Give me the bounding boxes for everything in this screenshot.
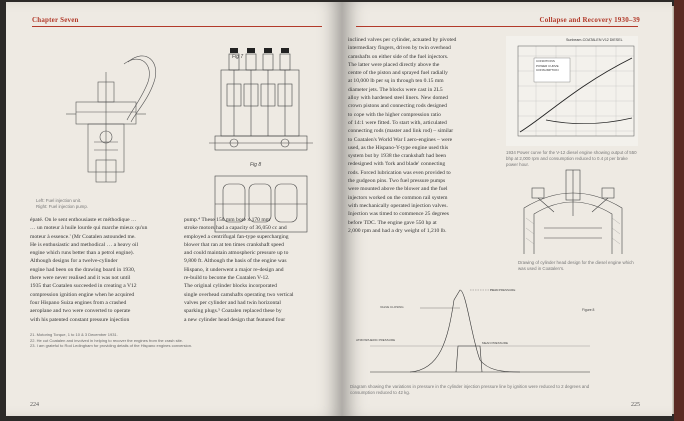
text-line: 9,800 ft. Although the basis of the engine was bbox=[184, 258, 287, 265]
diagram-label-atmospheric: ATMOSPHERIC PRESSURE bbox=[356, 338, 396, 342]
footnotes bbox=[30, 332, 320, 349]
text-line: rods. Forced lubrication was even provided to bbox=[348, 169, 451, 176]
text-line: … un moteur à huile lourde qui marche mieux qu'un bbox=[30, 225, 148, 232]
text-line: system but by 1938 the crankshaft had been bbox=[348, 153, 447, 160]
text-line: moteur à essence.' (Mr Coatalen astounded me. bbox=[30, 233, 136, 240]
header-rule bbox=[32, 26, 322, 27]
text-line: diameter jets. The blocks were cast in 2L5 bbox=[348, 86, 443, 93]
diagram-label-mean: MEAN PRESSURE bbox=[482, 341, 509, 345]
text-line: inclined valves per cylinder, actuated by pivoted bbox=[348, 37, 457, 43]
text-line: single overhead camshafts operating two vertical bbox=[184, 291, 294, 298]
footnote: 21. Motoring Torque, 1 to 10 & 3 December 1931. bbox=[30, 332, 118, 337]
fuel-injection-pump-patent-drawing bbox=[201, 40, 321, 240]
text-line: four Hispano Suiza engines from a crashed bbox=[30, 299, 127, 306]
text-line: to cope with the higher compression ratio bbox=[348, 111, 441, 118]
text-line: Hispano, it underwent a major re-design and bbox=[184, 266, 284, 273]
text-line: with his patented constant pressure injection bbox=[30, 316, 130, 323]
chart-title: Sunbeam-COATALEN V12 DIESEL bbox=[566, 38, 623, 42]
text-line: the gudgeon pins. Two fuel pressure pumps bbox=[348, 178, 446, 185]
text-line: used, as the Hispano-Y-type engine used this bbox=[348, 144, 449, 151]
text-line: 1935 that Coatalen succeeded in creating a V12 bbox=[30, 283, 137, 290]
footnote: 23. I am grateful to Rod Ledingham for providing details of the Hispano engines conversion. bbox=[30, 343, 193, 349]
text-line: Although designs for a twelve-cylinder bbox=[30, 258, 118, 265]
text-line: there were never realised and it was not until bbox=[30, 275, 131, 282]
text-line: The original cylinder blocks incorporated bbox=[184, 283, 277, 290]
cylinder-caption: Drawing of cylinder head design for the diesel engine which was used in Coatalen's. bbox=[518, 260, 634, 271]
text-line: blower that ran at ten times crankshaft speed bbox=[184, 241, 284, 248]
text-line: pump.⁴ These 150 mm bore x 170 mm bbox=[184, 217, 271, 223]
text-line: were mounted above the blower and the fuel bbox=[348, 186, 448, 193]
chart-caption: 1934 Power curve for the V-12 diesel engine showing output of 550 bhp at 2,000 rpm and consumption reduced to 0.4 pt per brake power hour. bbox=[506, 150, 637, 167]
diagram-figure-label: Figure 8 bbox=[582, 308, 595, 312]
book-spread bbox=[6, 2, 680, 418]
text-line: of 14:1 were fitted. To start with, articulated bbox=[348, 119, 447, 126]
text-line: sparking plugs.⁵ Coatalen replaced these by bbox=[184, 308, 282, 315]
text-line: engine had been on the drawing board in 1930, bbox=[30, 266, 136, 273]
injection-figure-caption: Left: Fuel injection unit. Right: Fuel injection pump. bbox=[36, 198, 88, 209]
page-number-right: 225 bbox=[631, 402, 640, 408]
left-page bbox=[6, 2, 342, 416]
text-line: compression ignition engine when he acquired bbox=[30, 291, 135, 298]
legend-item: CONSUMPTION bbox=[536, 68, 559, 73]
text-line: épaté. On le sent enthousiaste et méthodique … bbox=[30, 217, 137, 223]
text-line: He is enthusiastic and methodical … a heavy oil bbox=[30, 241, 139, 248]
chart-legend bbox=[536, 59, 559, 73]
text-line: alloy with hardened steel liners. New domed bbox=[348, 95, 448, 102]
text-line: redesigned with 'fork and blade' connecting bbox=[348, 161, 446, 168]
right-page-body bbox=[348, 36, 498, 235]
chapter-header-right: Collapse and Recovery 1930–39 bbox=[539, 16, 640, 24]
diagram-label-valve-closing: VALVE CLOSING bbox=[380, 305, 404, 309]
text-line: connecting rods (master and link rod) – similar bbox=[348, 128, 454, 135]
chapter-header: Chapter Seven bbox=[32, 16, 79, 24]
text-line: The latter were placed directly above the bbox=[348, 61, 440, 68]
text-line: at 10,000 lb per sq in through ten 0.15 mm bbox=[348, 78, 444, 85]
pressure-diagram bbox=[350, 280, 640, 380]
text-line: centre of the piston and sprayed fuel radially bbox=[348, 70, 448, 77]
right-column-text bbox=[184, 216, 324, 324]
text-line: injectors worked on the common rail system bbox=[348, 194, 448, 201]
text-line: a new cylinder head design that featured four bbox=[184, 316, 286, 323]
text-line: intermediary fingers, driven by twin overhead bbox=[348, 45, 451, 52]
text-line: valves per cylinder and had twin horizontal bbox=[184, 299, 281, 306]
text-line: and could maintain atmospheric pressure up to bbox=[184, 250, 289, 257]
text-line: employed a centrifugal fan-type supercharging bbox=[184, 233, 289, 240]
text-line: 2,000 rpm and had a dry weight of 1,210 lb. bbox=[348, 227, 447, 234]
text-line: with mechanically operated injection valves. bbox=[348, 202, 448, 209]
diagram-label-peak: PEAK PRESSURE bbox=[490, 288, 516, 292]
patent-fig7-label: Fig 7 bbox=[232, 54, 244, 60]
diagram-caption: Diagram showing the variations in pressure in the cylinder injection pressure line by ignition were reduced to 2 degrees and consumption reduced to 42 kg. bbox=[350, 384, 590, 395]
cylinder-head-drawing bbox=[514, 168, 632, 256]
text-line: camshafts on either side of the fuel injectors. bbox=[348, 53, 449, 60]
legend-item: CONDITIONS bbox=[536, 59, 555, 63]
legend-item: POWER CURVE bbox=[536, 63, 559, 68]
footnote: 22. He cut Coatalen and involved in helping to recover the engines from the crash site. bbox=[30, 337, 183, 343]
page-number-left: 224 bbox=[30, 402, 39, 408]
text-line: before TDC. The engine gave 550 hp at bbox=[348, 219, 437, 226]
text-line: aeroplane and two were converted to operate bbox=[30, 308, 131, 315]
text-line: to Coatalen's World War I aero-engines – were bbox=[348, 136, 453, 143]
fuel-injection-unit-drawing bbox=[36, 42, 166, 192]
book-cover bbox=[674, 0, 684, 421]
header-rule-right bbox=[356, 26, 638, 27]
text-line: crown pistons and connecting rods designed bbox=[348, 103, 447, 110]
text-line: Injection was timed to commence 25 degrees bbox=[348, 211, 449, 218]
power-curve-chart bbox=[506, 36, 638, 146]
left-column-text bbox=[30, 216, 180, 324]
right-page bbox=[342, 2, 672, 416]
text-line: re-build to become the Coatalen V-12. bbox=[184, 275, 270, 282]
patent-fig8-label: Fig 8 bbox=[250, 162, 262, 168]
text-line: engine which runs better than a petrol engine). bbox=[30, 250, 135, 257]
text-line: stroke motors had a capacity of 36,050 cc and bbox=[184, 225, 287, 232]
